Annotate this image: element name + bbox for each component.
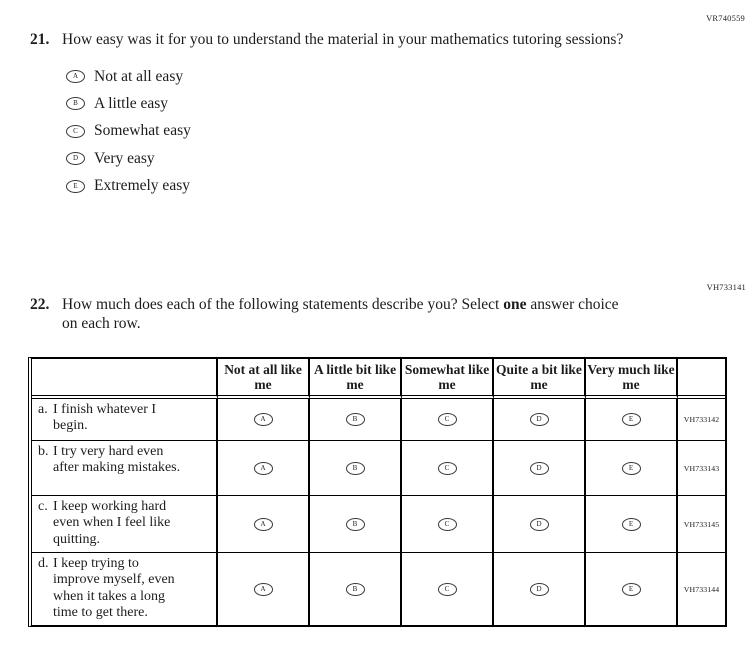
bubble-cell — [586, 553, 678, 625]
bubble-cell — [310, 553, 402, 625]
column-header: Somewhat like me — [402, 359, 494, 399]
option-label: Very easy — [94, 149, 155, 167]
answer-bubble[interactable]: B — [346, 518, 365, 531]
answer-bubble[interactable]: A — [254, 583, 273, 596]
bubble-cell — [218, 496, 310, 553]
question-22-text-before: How much does each of the following statements describe you? Select — [62, 296, 504, 313]
row-code-cell: VH733143 — [678, 441, 725, 496]
option-label: A little easy — [94, 94, 169, 112]
option-label: Extremely easy — [94, 177, 190, 195]
column-header: Very much like me — [586, 359, 678, 399]
accession-code-q21: VR740559 — [706, 13, 745, 23]
bubble-cell — [494, 399, 586, 441]
bubble-cell — [310, 496, 402, 553]
statement-cell — [32, 496, 218, 553]
row-letter: a. — [38, 402, 48, 417]
answer-bubble[interactable]: E — [622, 462, 641, 475]
answer-bubble[interactable]: D — [530, 413, 549, 426]
option-row — [62, 145, 624, 172]
bubble-cell — [494, 496, 586, 553]
answer-bubble[interactable]: A — [66, 70, 85, 83]
bubble-cell — [402, 496, 494, 553]
column-header: Quite a bit like me — [494, 359, 586, 399]
answer-bubble[interactable]: E — [622, 413, 641, 426]
answer-bubble[interactable]: D — [66, 152, 85, 165]
answer-bubble[interactable]: C — [438, 413, 457, 426]
statement-cell — [32, 399, 218, 441]
answer-bubble[interactable]: B — [66, 97, 85, 110]
bubble-cell — [310, 399, 402, 441]
answer-bubble[interactable]: D — [530, 462, 549, 475]
option-row — [62, 63, 624, 90]
answer-bubble[interactable]: B — [346, 413, 365, 426]
bubble-cell — [586, 399, 678, 441]
question-22-number: 22. — [30, 296, 50, 313]
answer-bubble[interactable]: C — [438, 583, 457, 596]
question-22 — [30, 296, 624, 334]
bubble-cell — [402, 553, 494, 625]
answer-bubble[interactable]: B — [346, 462, 365, 475]
bubble-cell — [218, 399, 310, 441]
statement-cell — [32, 441, 218, 496]
row-letter: d. — [38, 556, 49, 571]
answer-bubble[interactable]: C — [66, 125, 85, 138]
answer-bubble[interactable]: E — [66, 180, 85, 193]
option-label: Somewhat easy — [94, 122, 191, 140]
answer-bubble[interactable]: E — [622, 518, 641, 531]
answer-bubble[interactable]: A — [254, 518, 273, 531]
bubble-cell — [586, 441, 678, 496]
answer-bubble[interactable]: C — [438, 462, 457, 475]
row-statement: I keep working hard even when I feel like quitting. — [53, 499, 171, 547]
answer-bubble[interactable]: D — [530, 583, 549, 596]
question-22-text-bold: one — [503, 296, 527, 313]
bubble-cell — [402, 441, 494, 496]
bubble-cell — [402, 399, 494, 441]
row-code-cell: VH733145 — [678, 496, 725, 553]
bubble-cell — [218, 441, 310, 496]
question-21-options — [62, 63, 624, 200]
bubble-cell — [494, 553, 586, 625]
code-column-header-cell — [678, 359, 725, 399]
bubble-cell — [494, 441, 586, 496]
row-letter: c. — [38, 499, 48, 514]
question-21-number: 21. — [30, 31, 50, 48]
statement-cell — [32, 553, 218, 625]
answer-bubble[interactable]: E — [622, 583, 641, 596]
bubble-cell — [310, 441, 402, 496]
bubble-cell — [218, 553, 310, 625]
question-22-table — [28, 357, 727, 627]
row-statement: I keep trying to improve myself, even when it takes a long time to get there. — [53, 556, 175, 621]
option-label: Not at all easy — [94, 67, 184, 85]
column-header: A little bit like me — [310, 359, 402, 399]
option-row — [62, 118, 624, 145]
question-21-text: How easy was it for you to understand the material in your mathematics tutoring sessions? — [62, 31, 624, 48]
question-22-text-after: answer choice on each row. — [62, 296, 619, 332]
answer-bubble[interactable]: A — [254, 413, 273, 426]
bubble-cell — [586, 496, 678, 553]
option-row — [62, 90, 624, 117]
question-22-text — [62, 296, 624, 334]
answer-bubble[interactable]: A — [254, 462, 273, 475]
answer-bubble[interactable]: D — [530, 518, 549, 531]
table-corner-cell — [32, 359, 218, 399]
row-statement: I finish whatever I begin. — [53, 402, 157, 434]
row-letter: b. — [38, 444, 49, 459]
question-21 — [30, 31, 624, 200]
column-header: Not at all like me — [218, 359, 310, 399]
row-code-cell: VH733144 — [683, 584, 720, 594]
option-row — [62, 172, 624, 199]
row-statement: I try very hard even after making mistakes. — [53, 444, 181, 476]
answer-bubble[interactable]: C — [438, 518, 457, 531]
answer-bubble[interactable]: B — [346, 583, 365, 596]
row-code-cell: VH733142 — [678, 399, 725, 441]
accession-code-q22: VH733141 — [706, 282, 746, 292]
